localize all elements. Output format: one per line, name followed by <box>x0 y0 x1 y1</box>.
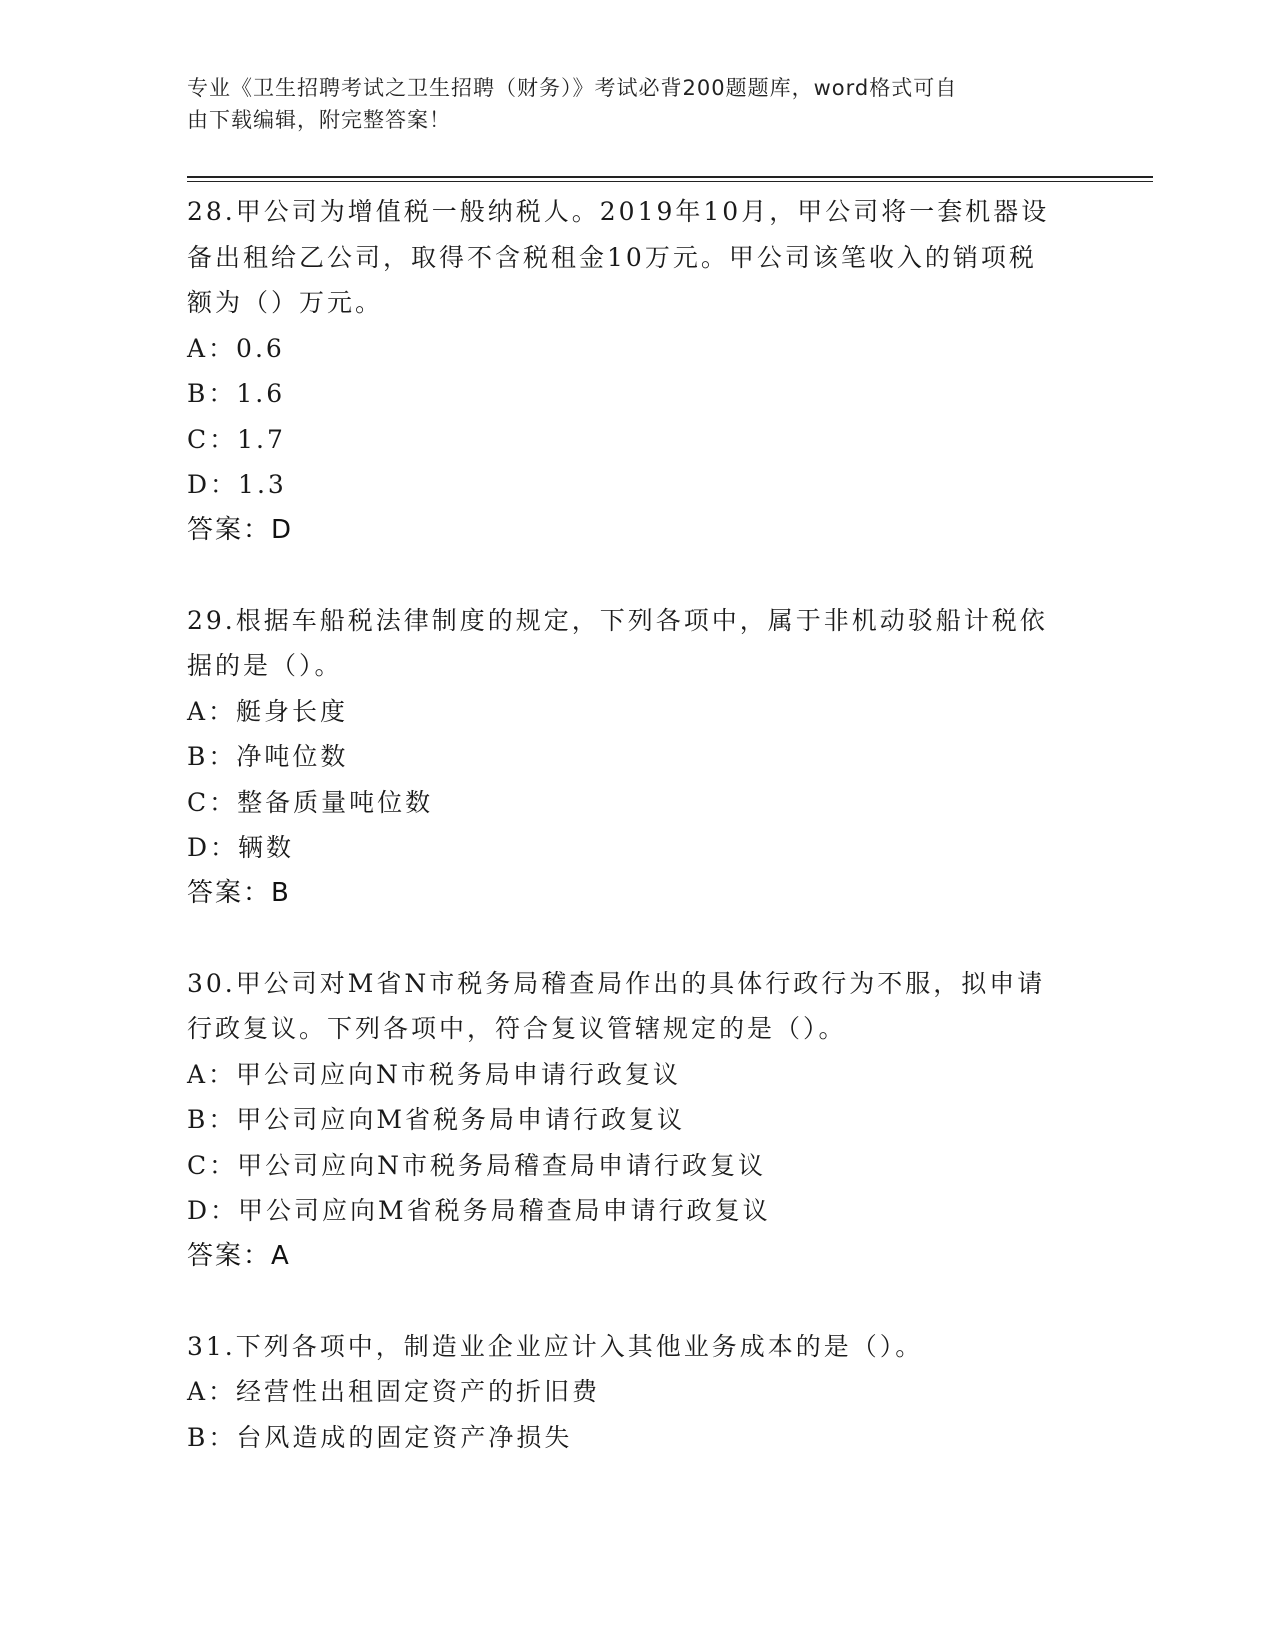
header-line-1: 专业《卫生招聘考试之卫生招聘（财务）》考试必背200题题库，word格式可自 <box>187 76 958 100</box>
option-b: B：净吨位数 <box>187 742 349 771</box>
question-30 <box>187 961 1087 1279</box>
option-c: C：整备质量吨位数 <box>187 787 434 817</box>
question-stem-line: 31.下列各项中，制造业企业应计入其他业务成本的是（）。 <box>187 1331 924 1361</box>
question-stem-line: 额为（）万元。 <box>187 288 384 317</box>
option-d: D：1.3 <box>187 470 287 499</box>
option-b: B：台风造成的固定资产净损失 <box>187 1422 573 1452</box>
question-stem-line: 28.甲公司为增值税一般纳税人。2019年10月，甲公司将一套机器设 <box>187 197 1050 226</box>
header-divider-thick <box>187 176 1153 178</box>
option-c: C：甲公司应向N市税务局稽查局申请行政复议 <box>187 1150 767 1180</box>
option-a: A：经营性出租固定资产的折旧费 <box>187 1377 601 1406</box>
question-stem-line: 行政复议。下列各项中，符合复议管辖规定的是（）。 <box>187 1014 847 1043</box>
question-stem-line: 29.根据车船税法律制度的规定，下列各项中，属于非机动驳船计税依 <box>187 605 1048 635</box>
option-d: D：辆数 <box>187 833 295 862</box>
answer-line: 答案：B <box>187 877 291 908</box>
option-b: B：1.6 <box>187 379 286 408</box>
question-spacer <box>187 1279 1087 1324</box>
option-c: C：1.7 <box>187 424 286 454</box>
question-28 <box>187 189 1087 553</box>
question-stem-line: 30.甲公司对M省N市税务局稽查局作出的具体行政行为不服，拟申请 <box>187 968 1046 998</box>
document-header <box>187 72 1067 136</box>
header-divider-thin <box>187 181 1153 182</box>
question-29 <box>187 598 1087 916</box>
option-a: A：艇身长度 <box>187 696 349 726</box>
question-31 <box>187 1324 1087 1461</box>
question-spacer <box>187 916 1087 961</box>
option-b: B：甲公司应向M省税务局申请行政复议 <box>187 1105 685 1134</box>
option-a: A：0.6 <box>187 333 285 363</box>
option-d: D：甲公司应向M省税务局稽查局申请行政复议 <box>187 1196 771 1225</box>
question-stem-line: 备出租给乙公司，取得不含税租金10万元。甲公司该笔收入的销项税 <box>187 242 1037 272</box>
question-stem-line: 据的是（）。 <box>187 651 343 680</box>
header-line-2: 由下载编辑，附完整答案！ <box>187 108 451 132</box>
option-a: A：甲公司应向N市税务局申请行政复议 <box>187 1059 681 1089</box>
answer-line: 答案：D <box>187 514 294 545</box>
question-list <box>187 189 1087 1460</box>
question-spacer <box>187 553 1087 598</box>
answer-line: 答案：A <box>187 1240 291 1271</box>
